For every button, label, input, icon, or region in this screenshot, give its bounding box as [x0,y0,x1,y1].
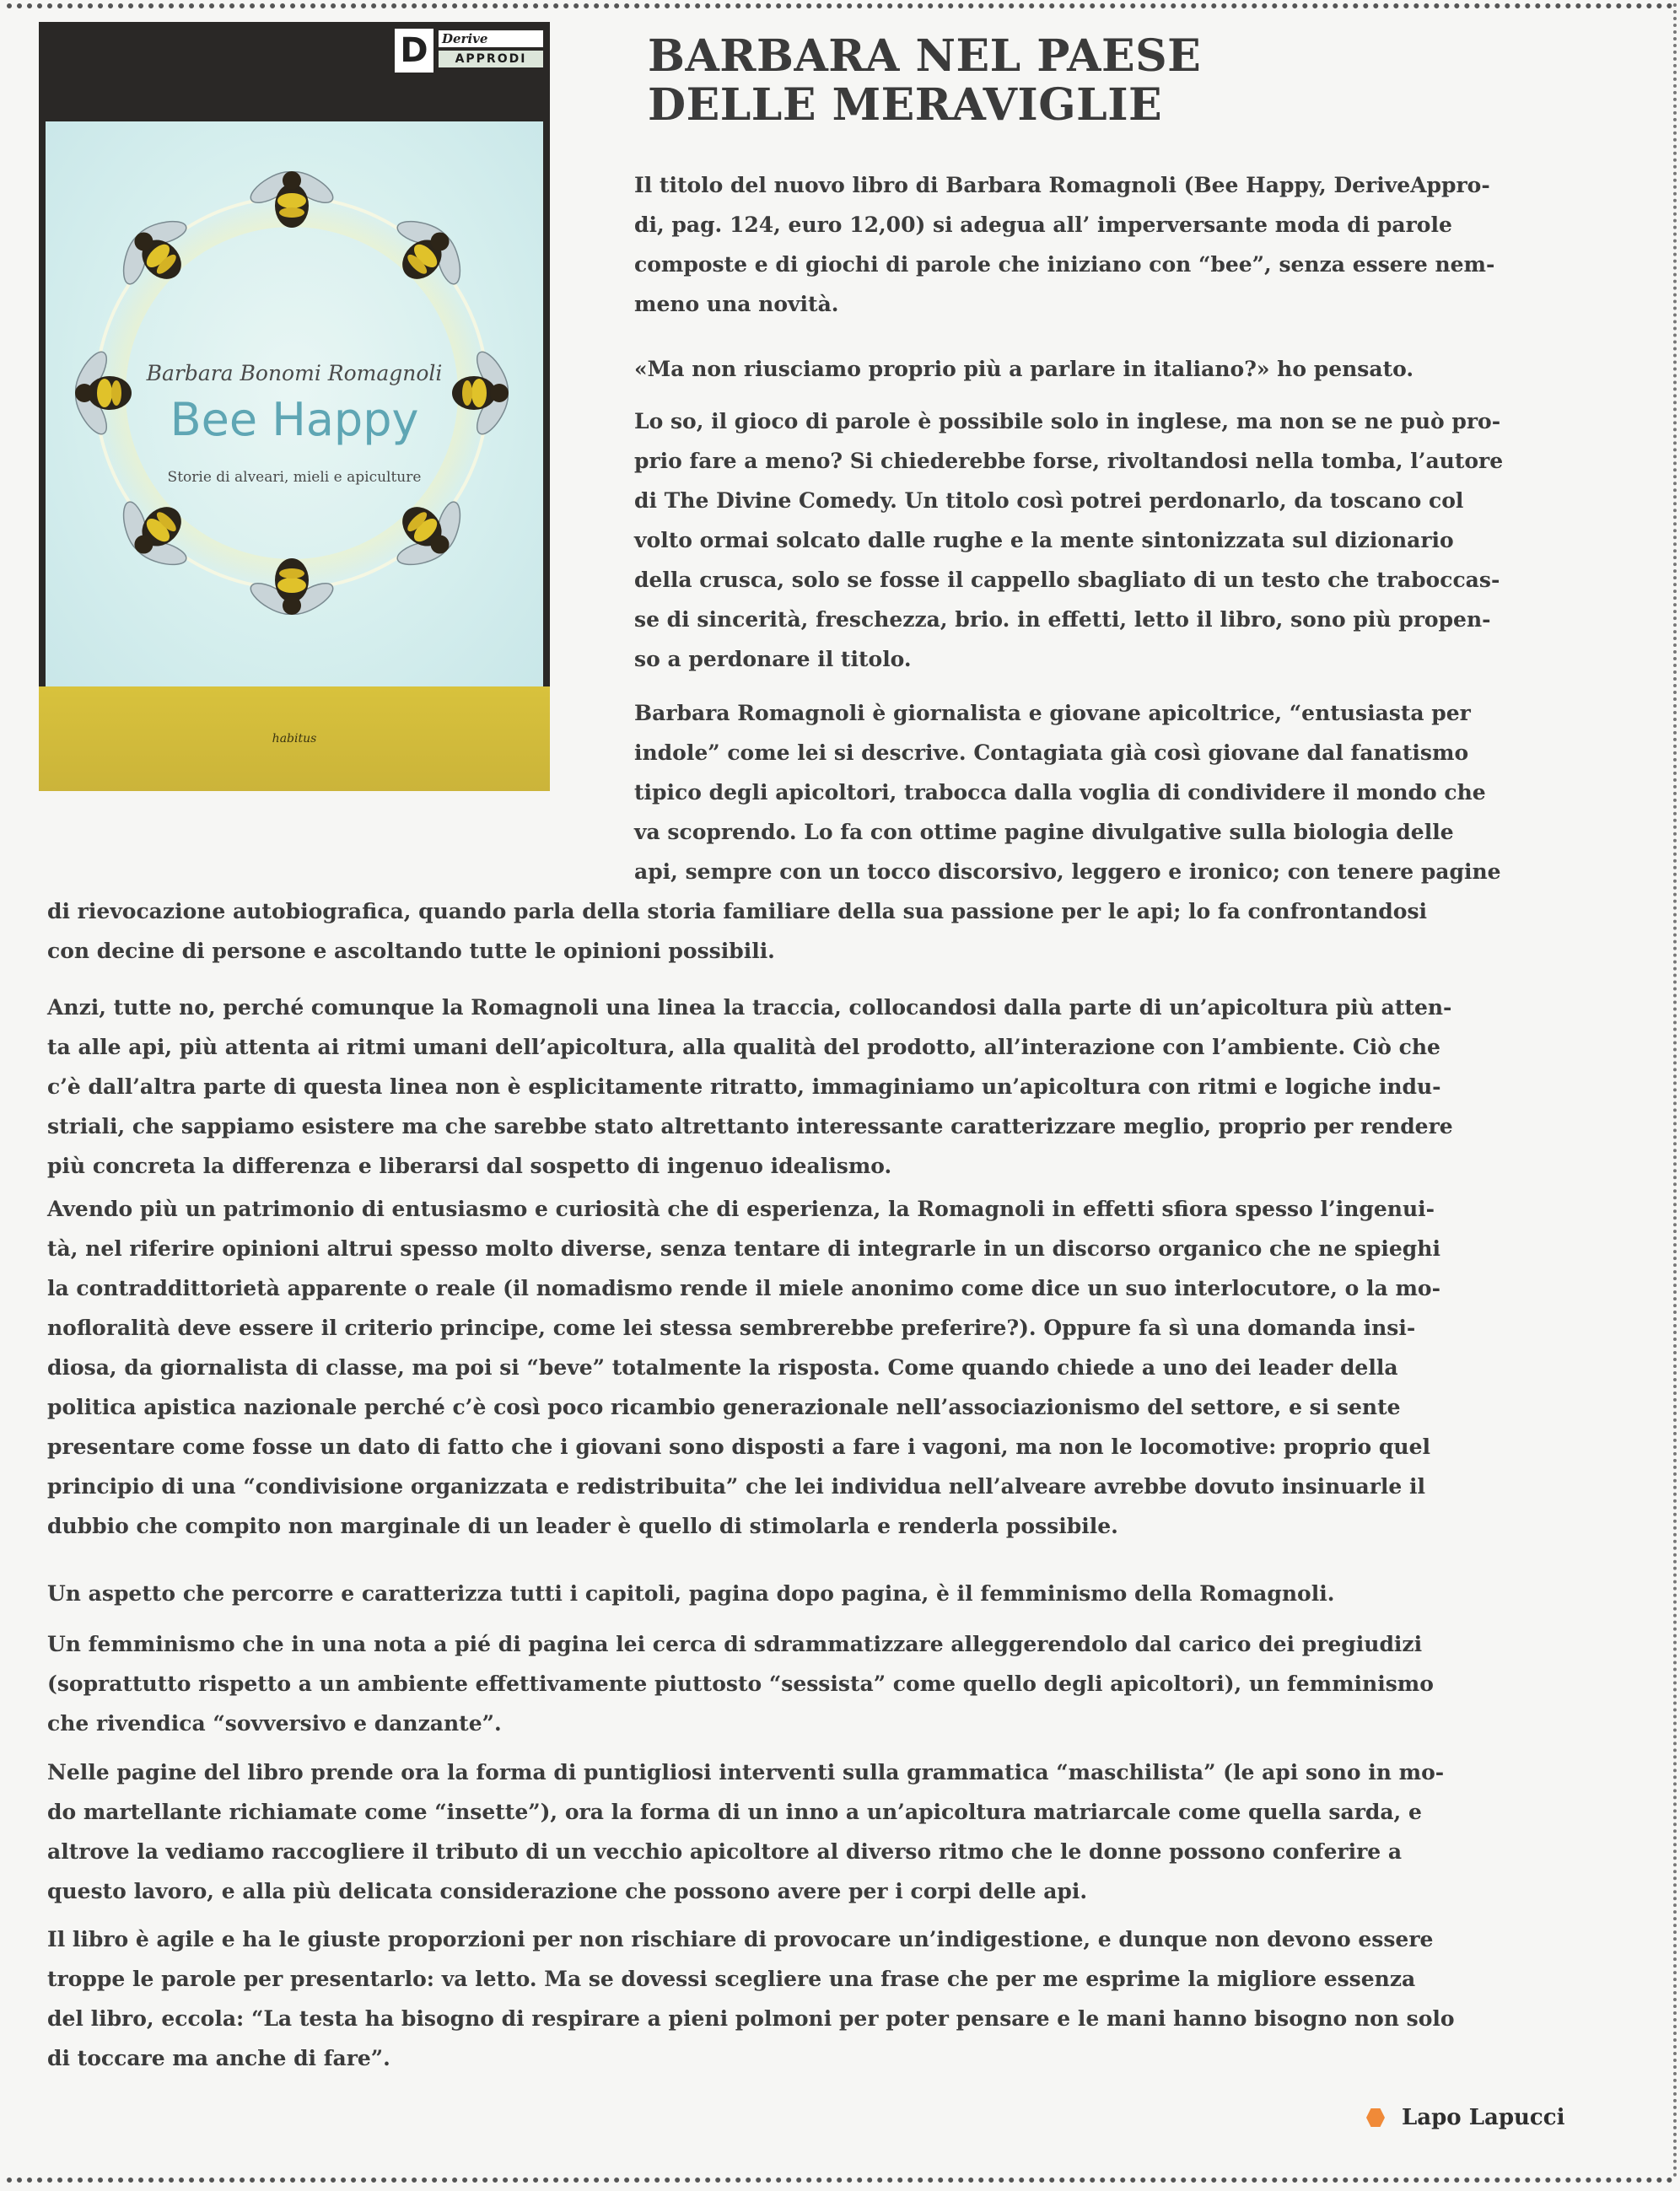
text-line: do martellante richiamate come “insette”), ora la forma di un inno a un’apicoltura matriarcale come quella sarda, e [47,1800,1422,1824]
headline-line: BARBARA NEL PAESE [648,30,1202,82]
top-dotted-border [7,3,1673,8]
text-line: (soprattutto rispetto a un ambiente effettivamente piuttosto “sessista” come quello degli apicoltori), un femminismo [47,1672,1434,1696]
paragraph-author-bio-continued [47,891,1596,971]
text-line: so a perdonare il titolo. [634,647,912,671]
text-line: diosa, da giornalista di classe, ma poi si “beve” totalmente la risposta. Come quando chiede a uno dei leader della [47,1355,1398,1380]
article-signature [1366,2105,1564,2130]
paragraph-conclusion [47,1919,1596,2078]
cover-title: Bee Happy [170,393,419,446]
paragraph-intro [634,165,1596,324]
book-cover [39,22,550,791]
text-line: composte e di giochi di parole che iniziano con “bee”, senza essere nem- [634,252,1495,277]
text-line: Il titolo del nuovo libro di Barbara Romagnoli (Bee Happy, DeriveAppro- [634,173,1490,197]
text-line: Un aspetto che percorre e caratterizza tutti i capitoli, pagina dopo pagina, è il femminismo della Romagnoli. [47,1581,1335,1606]
text-line: Barbara Romagnoli è giornalista e giovane apicoltrice, “entusiasta per [634,701,1471,725]
text-line: c’è dall’altra parte di questa linea non è esplicitamente ritratto, immaginiamo un’apicoltura con ritmi e logiche indu- [47,1074,1441,1099]
text-line: principio di una “condivisione organizzata e redistribuita” che lei individua nell’alveare avrebbe dovuto insinuarle il [47,1474,1425,1499]
publisher-logo-approdi: APPRODI [439,51,543,67]
headline-line: DELLE MERAVIGLIE [648,79,1163,131]
text-line: Il libro è agile e ha le giuste proporzioni per non rischiare di provocare un’indigestione, e dunque non devono essere [47,1927,1434,1951]
paragraph-quote [634,349,1596,389]
text-line: politica apistica nazionale perché c’è così poco ricambio generazionale nell’associazionismo del settore, e si sente [47,1395,1401,1419]
cover-subtitle: Storie di alveari, mieli e apiculture [167,469,422,486]
text-line: volto ormai solcato dalle rughe e la mente sintonizzata sul dizionario [634,528,1454,552]
text-line: altrove la vediamo raccogliere il tributo di un vecchio apicoltore al diverso ritmo che le donne possono conferire a [47,1839,1403,1864]
publisher-logo-derive: Derive [439,30,543,47]
text-line: troppe le parole per presentarlo: va letto. Ma se dovessi scegliere una frase che per me esprime la migliore essenza [47,1967,1416,1991]
hexagon-bullet-icon [1366,2108,1385,2127]
text-line: ta alle api, più attenta ai ritmi umani dell’apicoltura, alla qualità del prodotto, all’interazione con l’ambiente. Ciò che [47,1035,1440,1059]
author-name: Lapo Lapucci [1402,2105,1565,2130]
paragraph-grammar [47,1752,1596,1911]
text-line: Avendo più un patrimonio di entusiasmo e curiosità che di esperienza, la Romagnoli in effetti sfiora spesso l’ingenui- [47,1197,1435,1221]
text-line: Nelle pagine del libro prende ora la forma di puntigliosi interventi sulla grammatica “maschilista” (le api sono in mo- [47,1760,1445,1785]
cover-imprint: habitus [272,732,317,746]
paragraph-feminism [47,1624,1596,1743]
text-line: della crusca, solo se fosse il cappello sbagliato di un testo che traboccas- [634,568,1500,592]
cover-author: Barbara Bonomi Romagnoli [146,361,443,385]
text-line: se di sincerità, freschezza, brio. in effetti, letto il libro, sono più propen- [634,607,1491,632]
text-line: Anzi, tutte no, perché comunque la Romagnoli una linea la traccia, collocandosi dalla parte di un’apicoltura più atten- [47,995,1452,1020]
paragraph-title-critique [634,401,1596,679]
publisher-logo [395,25,547,76]
text-line: indole” come lei si descrive. Contagiata già così giovane dal fanatismo [634,740,1469,765]
text-line: tà, nel riferire opinioni altrui spesso molto diverse, senza tentare di integrarle in un discorso organico che ne spieghi [47,1236,1440,1261]
text-line: di toccare ma anche di fare”. [47,2046,390,2070]
text-line: più concreta la differenza e liberarsi dal sospetto di ingenuo idealismo. [47,1154,892,1178]
paragraph-line-traced [47,988,1596,1186]
text-line: nofloralità deve essere il criterio principe, come lei stessa sembrerebbe preferire?). Oppure fa sì una domanda insi- [47,1316,1416,1340]
text-line: api, sempre con un tocco discorsivo, leggero e ironico; con tenere pagine [634,859,1501,884]
paragraph-enthusiasm [47,1189,1596,1546]
text-line: di rievocazione autobiografica, quando parla della storia familiare della sua passione per le api; lo fa confrontandosi [47,899,1428,923]
bottom-dotted-border [7,2178,1673,2183]
text-line: striali, che sappiamo esistere ma che sarebbe stato altrettanto interessante caratterizzare meglio, proprio per rendere [47,1114,1453,1139]
text-line: del libro, eccola: “La testa ha bisogno di respirare a pieni polmoni per poter pensare e le mani hanno bisogno non solo [47,2006,1455,2031]
text-line: Lo so, il gioco di parole è possibile solo in inglese, ma non se ne può pro- [634,409,1501,433]
text-line: di, pag. 124, euro 12,00) si adegua all’ imperversante moda di parole [634,213,1452,237]
text-line: che rivendica “sovversivo e danzante”. [47,1711,502,1736]
text-line: con decine di persone e ascoltando tutte le opinioni possibili. [47,939,775,963]
text-line: va scoprendo. Lo fa con ottime pagine divulgative sulla biologia delle [634,820,1454,844]
paragraph-feminism-intro [47,1574,1596,1613]
text-line: la contraddittorietà apparente o reale (il nomadismo rende il miele anonimo come dice un suo interlocutore, o la mo- [47,1276,1440,1300]
article-headline [648,32,1238,130]
text-line: «Ma non riusciamo proprio più a parlare in italiano?» ho pensato. [634,357,1414,381]
text-line: prio fare a meno? Si chiederebbe forse, rivoltandosi nella tomba, l’autore [634,449,1504,473]
text-line: meno una novità. [634,292,839,316]
text-line: questo lavoro, e alla più delicata considerazione che possono avere per i corpi delle api. [47,1879,1088,1903]
text-line: di The Divine Comedy. Un titolo così potrei perdonarlo, da toscano col [634,488,1464,513]
text-line: tipico degli apicoltori, trabocca dalla voglia di condividere il mondo che [634,780,1486,805]
text-line: dubbio che compito non marginale di un leader è quello di stimolarla e renderla possibile. [47,1514,1118,1538]
cover-illustration [46,121,543,703]
text-line: presentare come fosse un dato di fatto che i giovani sono disposti a fare i vagoni, ma non le locomotive: proprio quel [47,1435,1430,1459]
right-dotted-border [1673,3,1677,2179]
publisher-logo-d: D [395,29,433,73]
paragraph-author-bio [634,693,1596,891]
text-line: Un femminismo che in una nota a pié di pagina lei cerca di sdrammatizzare alleggerendolo dal carico dei pregiudizi [47,1632,1423,1656]
